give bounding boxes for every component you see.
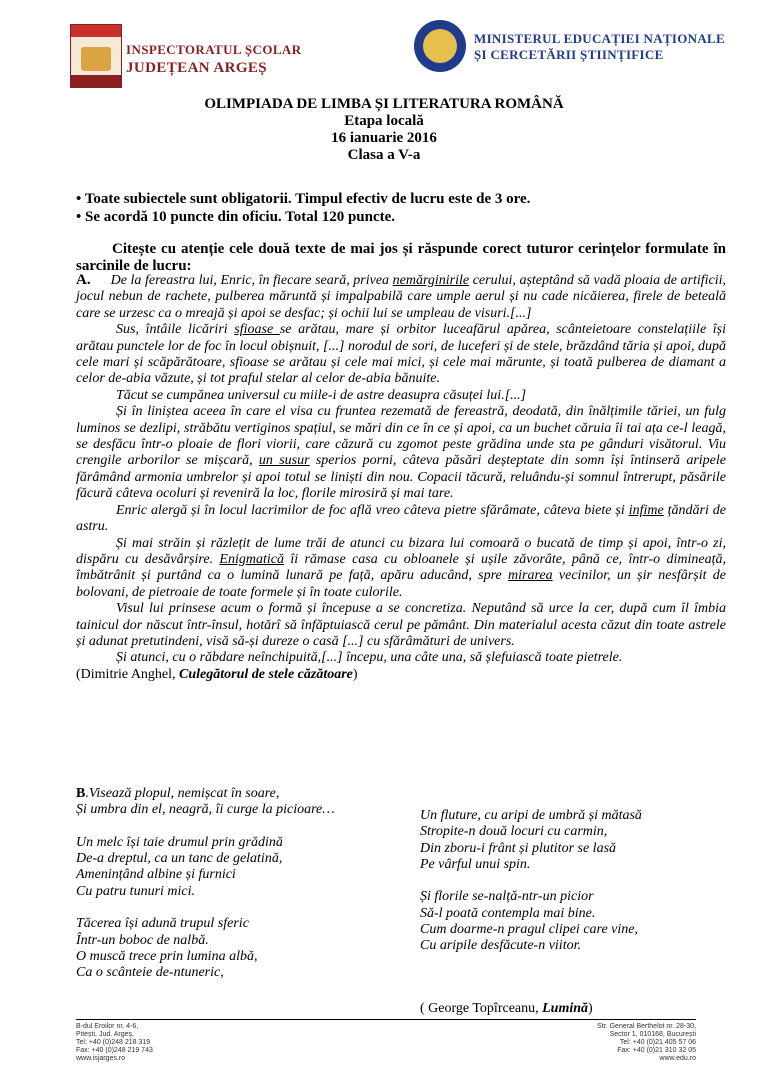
- text-a-marker: A.: [76, 272, 91, 288]
- poem-line: Tăcerea își adună trupul sferic: [76, 916, 249, 932]
- poem-right-column: [420, 808, 740, 955]
- document-title: [0, 96, 768, 164]
- text-a-source: (Dimitrie Anghel, Culegătorul de stele căzătoare): [76, 666, 358, 682]
- title-line4: Clasa a V-a: [347, 147, 421, 163]
- poem-line: [76, 819, 406, 835]
- text-b-marker: B: [76, 786, 86, 801]
- poem-line: Cu aripile desfăcute-n viitor.: [420, 938, 581, 954]
- poem-line: Într-un boboc de nalbă.: [76, 932, 209, 948]
- isj-name-line2: JUDEȚEAN ARGEȘ: [126, 60, 268, 76]
- title-line1: OLIMPIADA DE LIMBA ȘI LITERATURA ROMÂNĂ: [204, 96, 564, 112]
- poem-line: Amenințând albine și furnici: [76, 867, 236, 883]
- poem-line: Să-l poată contempla mai bine.: [420, 905, 596, 921]
- poem-line: Cu patru tunuri mici.: [76, 883, 196, 899]
- paragraph-5: Enric alergă și în locul lacrimilor de foc află vreo câteva pietre sfărâmate, câteva biete și infime țăndări de astru.: [76, 502, 726, 535]
- poem-line: Și umbra din el, neagră, îi curge la picioare…: [76, 802, 335, 818]
- paragraph-8: Și atunci, cu o răbdare neînchipuită,[...] începu, una câte una, să șlefuiască toate pietrele.: [116, 650, 623, 666]
- poem-line: [420, 873, 740, 889]
- poem-attribution: ( George Topîrceanu, Lumină): [420, 1001, 593, 1016]
- paragraph-2: Sus, întâile licăriri sfioase se arătau, mare și orbitor luceafărul apărea, scânteietoare constelațiile își arătau punctele lor de foc în locul obișnuit, [...] norodul de sori, de luceferi și de stele, brăzdând tăria și apoi, după cele mari și scăpărătoare, sfioase se arătau și cele mai mici, și cele mai mărunte, și toată pulberea de diamant a celor de-abia văzute, și tot praful stelar al celor de-abia bănuite.: [76, 322, 727, 387]
- poem-line: Un fluture, cu aripi de umbră și mătasă: [420, 808, 642, 823]
- ministry-name-line1: MINISTERUL EDUCAȚIEI NAȚIONALE: [474, 31, 725, 46]
- paragraph-3: Tăcut se cumpănea universul cu miile-i de astre deasupra căsuței lui.[...]: [116, 387, 527, 403]
- poem-line: B.Visează plopul, nemișcat în soare,: [76, 786, 280, 801]
- paragraph-7: Visul lui prinsese acum o formă și începuse a se concretiza. Neputând să urce la cer, după cum îl îmbia tainicul dor născut într-însul, hotărî să înfăptuiască cerul pe pământ. Din materialul acesta căzut din toate astrele și adunat pretutindeni, visă să-și dureze o casă [...] cu sfărâmături de univers.: [76, 601, 726, 649]
- footer-divider: [76, 1019, 696, 1020]
- title-line3: 16 ianuarie 2016: [331, 130, 437, 146]
- instruction: Citește cu atenție cele două texte de mai jos și răspunde corect tuturor cerințelor formulate în sarcinile de lucru:: [76, 241, 726, 274]
- poem-line: Un melc își taie drumul prin grădină: [76, 834, 283, 850]
- paragraph-1: A. De la fereastra lui, Enric, în fiecare seară, privea nemărginirile cerului, așteptând să vadă ploaia de artificii, jocul nebun de rachete, pulberea măruntă și impalpabilă care umple aerul și nu cade nicăierea, firele de beteală care se urzesc ca o mreajă și apoi se desfac; și ochii lui se umpleau de visuri.[...]: [76, 272, 726, 321]
- poem-line: [76, 900, 406, 916]
- ministry-name-line2: ȘI CERCETĂRII ȘTIINȚIFICE: [474, 47, 664, 62]
- poem-line: Pe vârful unui spin.: [420, 856, 531, 872]
- poem-line: De-a dreptul, ca un tanc de gelatină,: [76, 851, 283, 867]
- poem-line: O muscă trece prin lumina albă,: [76, 948, 258, 964]
- text-a: [76, 272, 726, 683]
- paragraph-6: Și mai străin și răzlețit de lume trăi de atunci cu bizara lui comoară o bucată de timp și apoi, într-o zi, dispăru cu desăvârșire. Enigmatică îi rămase casa cu obloanele și ușile zăvorâte, până ce, într-o dimineață, îmbătrânit și purtând ca o lumină lunară pe față, apăru aducând, spre mirarea vecinilor, un șir nesfârșit de bolovani, de pietroaie de toate formele și în toate culorile.: [76, 535, 727, 600]
- ministry-seal-icon: [414, 20, 466, 72]
- footer-ministry-contact: Str. General Berthelot nr. 28-30, Sector 1, 010168, București Tel: +40 (0)21 405 57 06 Fax: +40 (0)21 310 32 05 www.edu.ro: [520, 1023, 696, 1063]
- footer-isj-contact: B-dul Eroilor nr. 4-6, Pitești, Jud. Argeș, Tel: +40 (0)248 218 319 Fax: +40 (0)248 219 743 www.isjarges.ro: [76, 1023, 153, 1062]
- isj-name-line1: INSPECTORATUL ȘCOLAR: [126, 42, 302, 57]
- poem-left-column: [76, 786, 406, 982]
- paragraph-4: Și în liniștea aceea în care el visa cu fruntea rezemată de fereastră, deodată, din înălțimile tăriei, un fulg luminos se dezlipi, străbătu vertiginos spațiul, se mări din ce în ce și apoi, ca un buchet căruia îi tai ața ce-l leagă, se desfăcu într-o ploaie de flori viorii, care căzură cu zgomot peste grădina unde sta pe gânduri visătorul. Viu crengile arborilor se mișcară, un susur sperios porni, câteva păsări deșteptate din somn își întinseră aripele fărâmând armonia umbrelor și apoi totul se liniști din nou. Copacii tăcură, reluându-și somnul întrerupt, păsările făcură câteva ocoluri și reveniră la loc, florile mirosiră și mai tare.: [76, 404, 726, 502]
- isj-logo: [70, 24, 122, 88]
- poem-line: Din zboru-i frânt și plutitor se lasă: [420, 840, 617, 856]
- rule-1: • Toate subiectele sunt obligatorii. Timpul efectiv de lucru este de 3 ore.: [76, 191, 531, 207]
- poem-line: Stropite-n două locuri cu carmin,: [420, 824, 608, 840]
- rule-2: • Se acordă 10 puncte din oficiu. Total 120 puncte.: [76, 209, 396, 225]
- poem-line: Și florile se-nalță-ntr-un picior: [420, 889, 594, 905]
- poem-line: Cum doarme-n pragul clipei care vine,: [420, 922, 638, 938]
- isj-website-link[interactable]: www.isjarges.ro: [76, 1055, 126, 1062]
- poem-line: Ca o scânteie de-ntuneric,: [76, 965, 224, 981]
- title-line2: Etapa locală: [344, 113, 424, 129]
- ministry-website-link[interactable]: www.edu.ro: [659, 1055, 696, 1062]
